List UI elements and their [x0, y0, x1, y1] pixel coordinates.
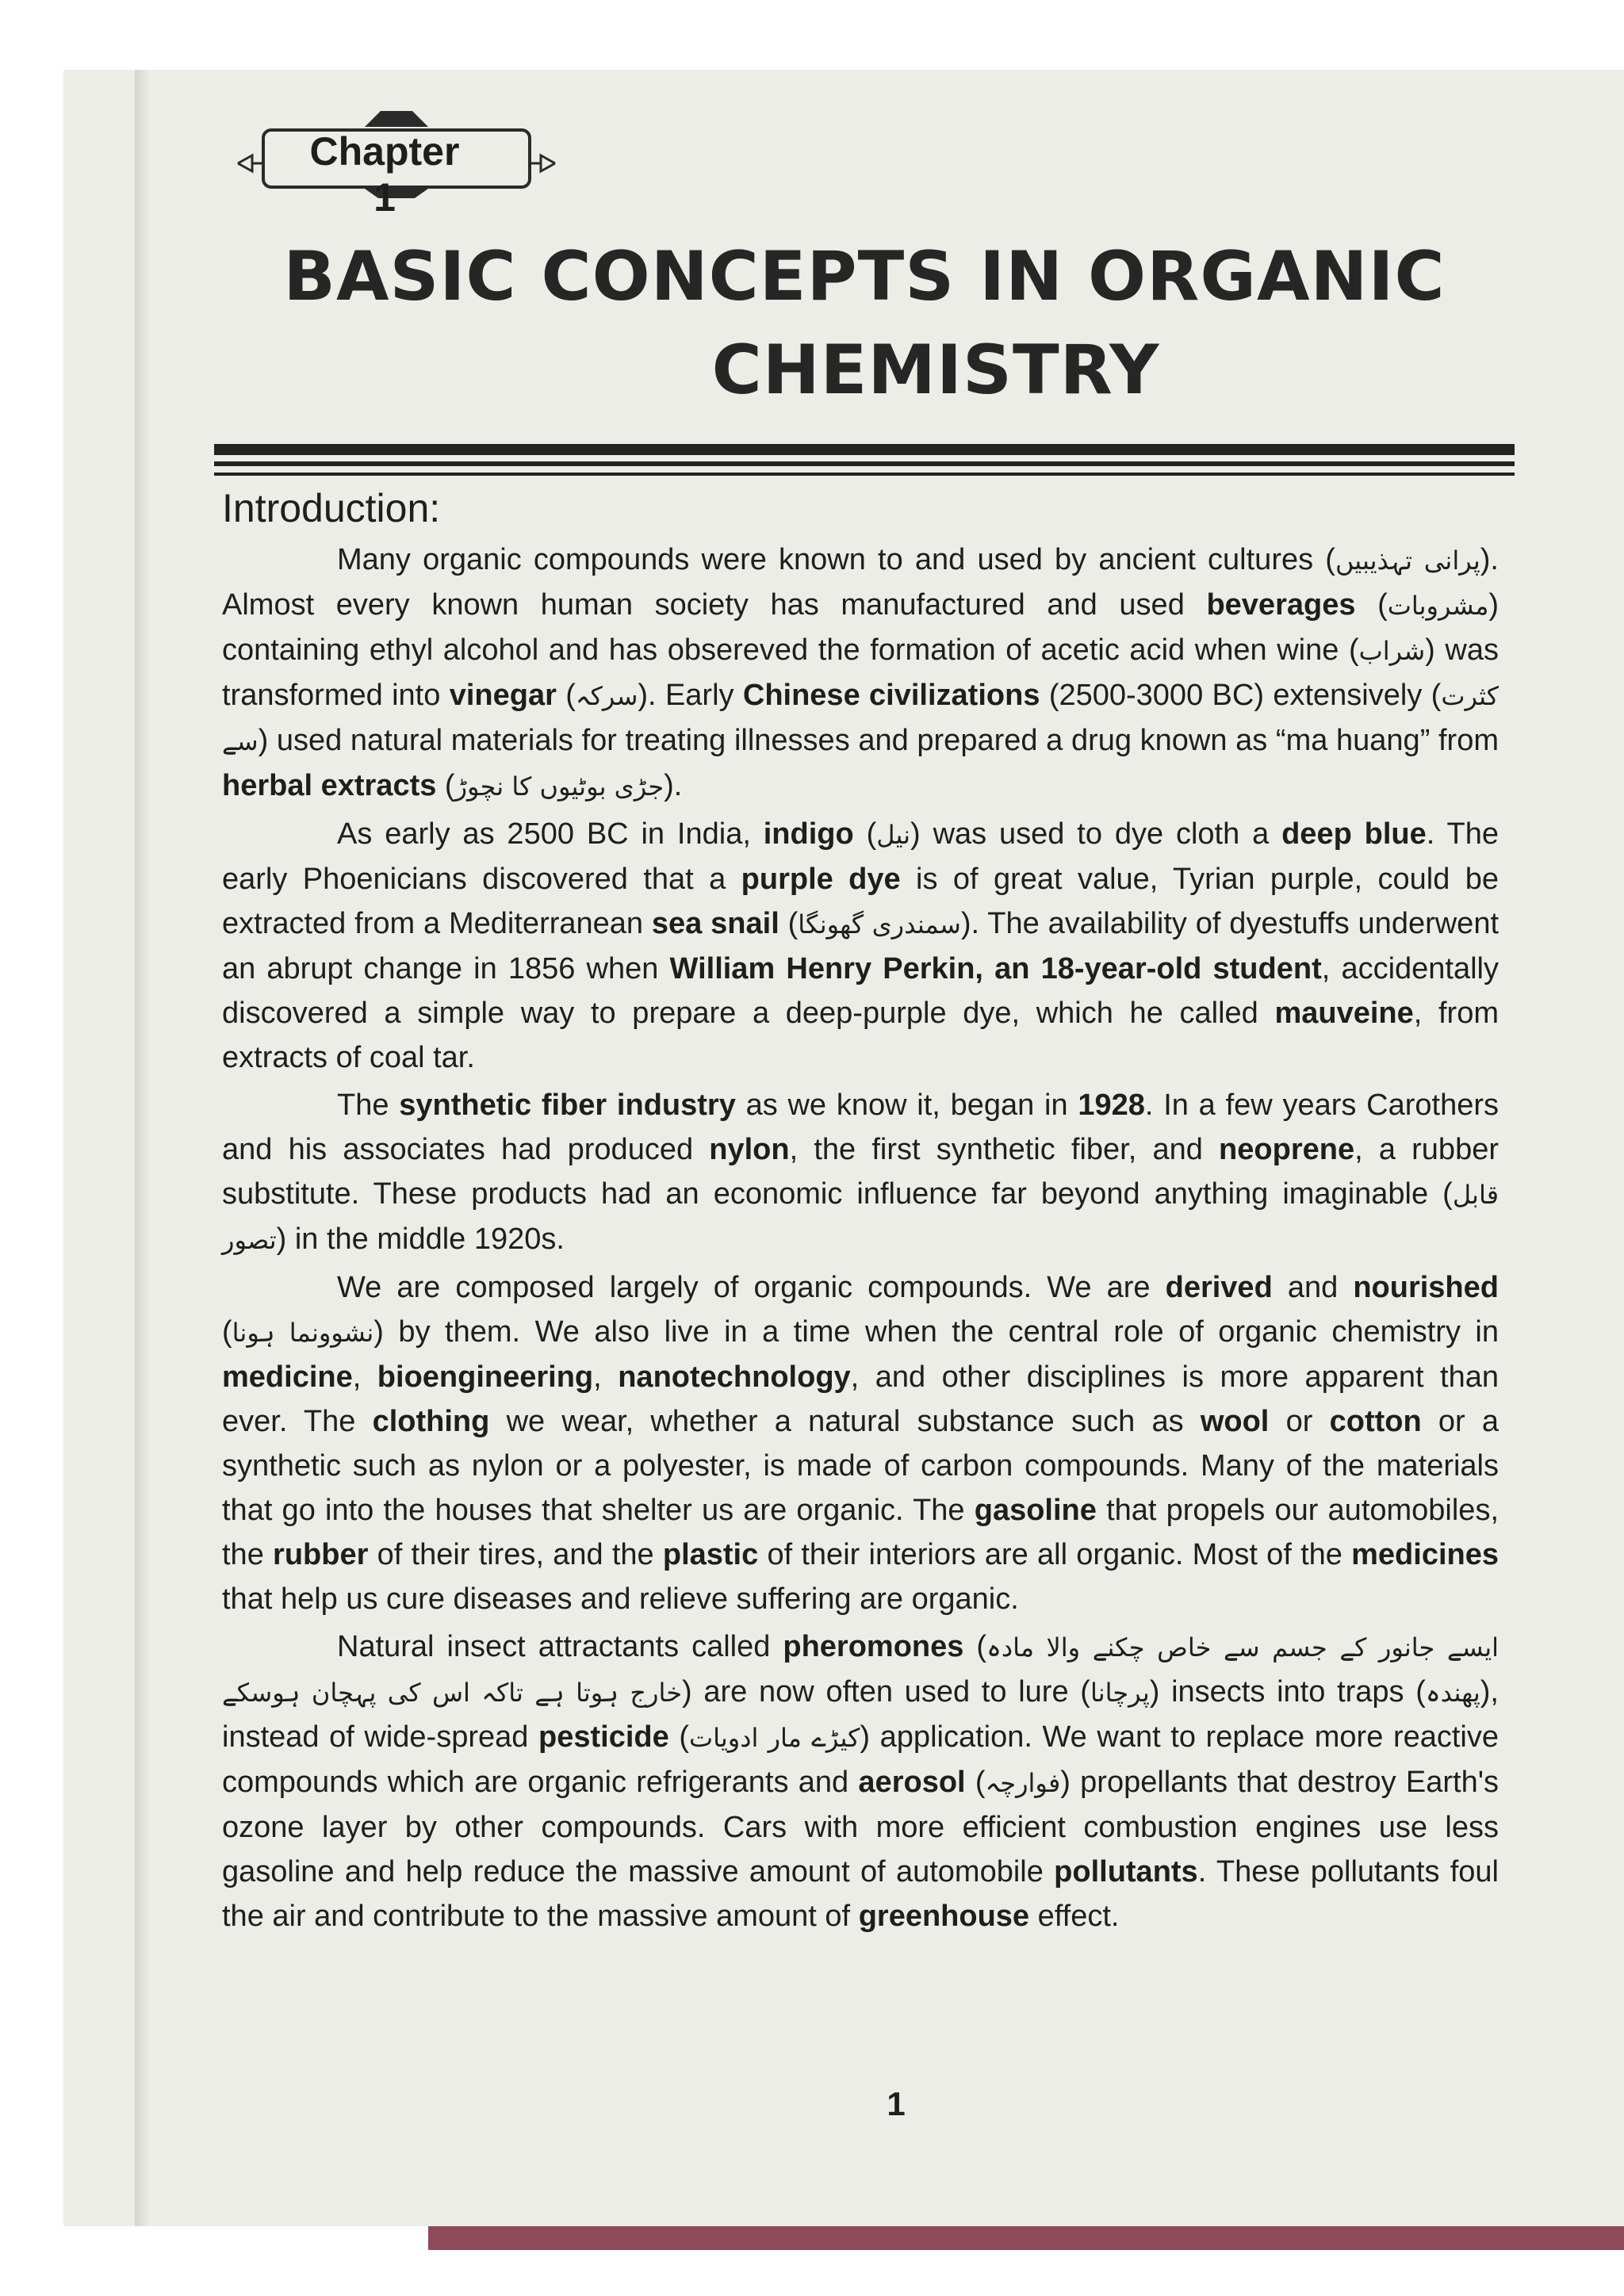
- urdu-gloss: سرکہ: [575, 681, 638, 711]
- text-run: ), instead of wide-spread: [222, 1675, 1499, 1754]
- title-line-1: BASIC CONCEPTS IN ORGANIC: [283, 237, 1446, 316]
- bold-term: synthetic fiber industry: [399, 1089, 736, 1122]
- bold-term: mauveine: [1274, 997, 1414, 1030]
- text-run: ) by them. We also live in a time when the central role of organic chemistry in: [373, 1315, 1500, 1349]
- bold-term: clothing: [372, 1405, 490, 1438]
- text-run: (2500-3000 BC) extensively (: [1040, 679, 1442, 712]
- urdu-gloss: نشوونما ہونا: [232, 1318, 374, 1348]
- text-run: is of great value, Tyrian purple, could be extracted from a Mediterranean: [222, 863, 1500, 940]
- bold-term: nylon: [709, 1133, 790, 1166]
- bold-term: Chinese civilizations: [742, 679, 1040, 712]
- bold-term: gasoline: [974, 1494, 1097, 1527]
- text-run: ). Early: [638, 679, 743, 712]
- text-run: as we know it, began in: [735, 1089, 1078, 1122]
- urdu-gloss: قابل تصور: [222, 1180, 1499, 1255]
- text-run: Natural insect attractants called: [337, 1630, 783, 1663]
- bold-term: greenhouse: [858, 1900, 1030, 1933]
- bold-term: pesticide: [538, 1720, 669, 1754]
- bold-term: derived: [1165, 1271, 1273, 1304]
- text-run: that help us cure diseases and relieve suffering are organic.: [222, 1582, 1019, 1616]
- text-run: (: [779, 907, 799, 940]
- text-run: ) was transformed into: [222, 633, 1499, 712]
- urdu-gloss: سمندری گھونگا: [798, 909, 961, 939]
- bold-term: beverages: [1206, 588, 1356, 622]
- text-run: or a synthetic such as nylon or a polyester, is made of carbon compounds. Many of the materials that go into the houses that shelter us are organic. The: [222, 1405, 1500, 1527]
- urdu-gloss: جڑی بوٹیوں کا نچوڑ: [454, 771, 665, 802]
- text-run: . The early Phoenicians discovered that a: [222, 817, 1499, 896]
- bold-term: vinegar: [449, 679, 557, 712]
- text-run: ) propellants that destroy Earth's ozone layer by other compounds. Cars with more efficient combustion engines use less gasoline and help reduce the massive amount of automobile: [222, 1766, 1499, 1888]
- text-run: (: [1355, 588, 1388, 622]
- bold-term: medicines: [1351, 1538, 1499, 1571]
- text-run: ). The availability of dyestuffs underwent an abrupt change in 1856 when: [222, 907, 1500, 985]
- bold-term: nanotechnology: [618, 1360, 851, 1394]
- bold-term: indigo: [763, 817, 854, 851]
- urdu-gloss: پرچانا: [1090, 1678, 1150, 1708]
- text-run: ) used natural materials for treating illnesses and prepared a drug known as “ma huang” from: [258, 724, 1499, 757]
- bold-term: wool: [1200, 1405, 1270, 1438]
- bold-term: cotton: [1329, 1405, 1422, 1438]
- bold-term: purple dye: [741, 863, 901, 896]
- body-text: [222, 538, 1499, 1942]
- text-run: ,: [352, 1360, 377, 1394]
- urdu-gloss: شراب: [1358, 636, 1426, 666]
- text-run: (: [556, 679, 576, 712]
- bold-term: aerosol: [858, 1766, 966, 1799]
- text-run: As early as 2500 BC in India,: [337, 817, 764, 851]
- bold-term: sea snail: [651, 907, 779, 940]
- text-run: , a rubber substitute. These products had an economic influence far beyond anything imaginable (: [222, 1133, 1499, 1211]
- bold-term: medicine: [222, 1360, 353, 1394]
- urdu-gloss: کثرت سے: [222, 681, 1500, 756]
- text-run: . In a few years Carothers and his associates had produced: [222, 1089, 1499, 1166]
- urdu-gloss: نیل: [876, 820, 911, 850]
- urdu-gloss: کیڑے مار ادویات: [688, 1723, 860, 1753]
- bold-term: bioengineering: [377, 1360, 594, 1394]
- urdu-gloss: پھندہ: [1425, 1678, 1480, 1708]
- book-spine-shadow: [135, 70, 149, 2226]
- text-run: , and other disciplines is more apparent than ever. The: [222, 1360, 1499, 1438]
- text-run: and: [1272, 1271, 1354, 1304]
- bold-term: pheromones: [783, 1630, 964, 1663]
- text-run: (: [668, 1720, 689, 1754]
- text-run: ) was used to dye cloth a: [910, 817, 1282, 851]
- text-run: , the first synthetic fiber, and: [789, 1133, 1220, 1166]
- text-run: (: [963, 1630, 987, 1663]
- chapter-title: [214, 230, 1515, 417]
- text-run: ) in the middle 1920s.: [276, 1223, 565, 1256]
- text-run: ,: [593, 1360, 619, 1394]
- text-run: , from extracts of coal tar.: [222, 997, 1499, 1074]
- text-run: Many organic compounds were known to and used by ancient cultures (: [337, 543, 1335, 576]
- urdu-gloss: فوارچہ: [985, 1768, 1061, 1798]
- title-line-2: CHEMISTRY: [711, 331, 1160, 410]
- paragraph-1: [222, 538, 1499, 809]
- bold-term: deep blue: [1281, 817, 1427, 851]
- bold-term: William Henry Perkin, an 18-year-old student: [669, 952, 1322, 985]
- chapter-label: Chapter 1: [309, 129, 460, 220]
- bold-term: plastic: [662, 1538, 759, 1571]
- text-run: or: [1269, 1405, 1330, 1438]
- text-run: ) containing ethyl alcohol and has obsereved the formation of acetic acid when wine (: [222, 588, 1499, 667]
- bold-term: herbal extracts: [222, 769, 437, 802]
- text-run: we wear, whether a natural substance such as: [489, 1405, 1201, 1438]
- text-run: ) are now often used to lure (: [682, 1675, 1090, 1709]
- paragraph-4: [222, 1265, 1499, 1621]
- text-run: (: [436, 769, 455, 802]
- fabric-strip: [428, 2226, 1624, 2250]
- text-run: that propels our automobiles, the: [222, 1494, 1500, 1571]
- text-run: ) insects into traps (: [1149, 1675, 1426, 1709]
- bold-term: 1928: [1078, 1089, 1145, 1122]
- text-run: of their tires, and the: [368, 1538, 663, 1571]
- urdu-gloss: مشروبات: [1387, 591, 1489, 621]
- paragraph-2: [222, 812, 1499, 1080]
- bold-term: neoprene: [1219, 1133, 1355, 1166]
- section-heading: Introduction:: [222, 486, 441, 530]
- bold-term: nourished: [1353, 1271, 1499, 1304]
- bold-term: pollutants: [1054, 1855, 1198, 1888]
- text-run: We are composed largely of organic compounds. We are: [337, 1271, 1166, 1304]
- urdu-gloss: پرانی تہذیبیں: [1335, 545, 1480, 576]
- text-run: (: [222, 1315, 232, 1349]
- text-run: ). Almost every known human society has manufactured and used: [222, 543, 1499, 622]
- paragraph-5: [222, 1624, 1499, 1938]
- page-number: 1: [887, 2085, 906, 2122]
- title-divider-rules: [214, 436, 1515, 487]
- text-run: effect.: [1029, 1900, 1120, 1933]
- urdu-gloss: ایسے جانور کے جسم سے خاص چکنے والا مادہ خارج ہوتا ہے تاکہ اس کی پہچان ہوسکے: [222, 1632, 1500, 1708]
- text-run: ).: [664, 769, 683, 802]
- text-run: ) application. We want to replace more reactive compounds which are organic refrigerants and: [222, 1720, 1499, 1799]
- paragraph-3: [222, 1083, 1499, 1262]
- bold-term: rubber: [273, 1538, 369, 1571]
- text-run: of their interiors are all organic. Most of the: [758, 1538, 1352, 1571]
- text-run: The: [337, 1089, 400, 1122]
- text-run: (: [965, 1766, 986, 1799]
- text-run: , accidentally discovered a simple way to prepare a deep-purple dye, which he called: [222, 952, 1499, 1030]
- text-run: . These pollutants foul the air and contribute to the massive amount of: [222, 1855, 1499, 1933]
- text-run: (: [853, 817, 877, 851]
